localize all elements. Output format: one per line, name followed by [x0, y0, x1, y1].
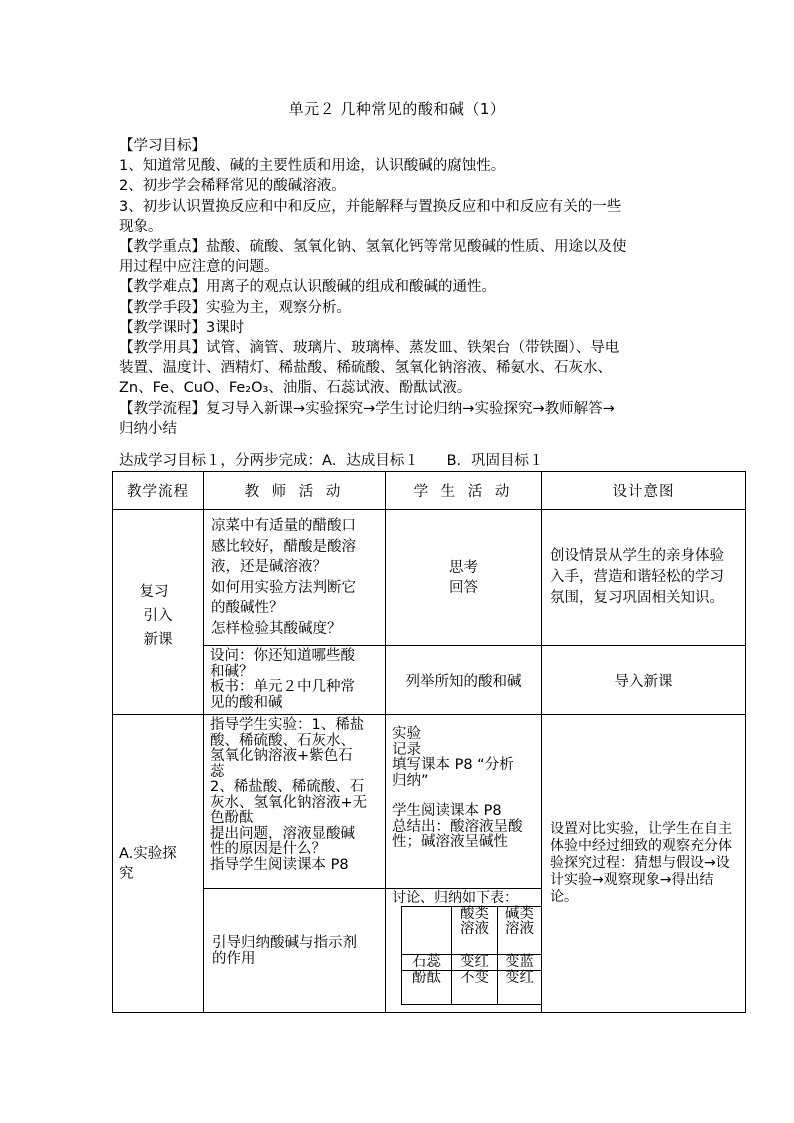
- indicator-header-empty: [402, 907, 452, 955]
- header-flow: 教学流程: [113, 472, 204, 510]
- key-points-line-1: 【教学重点】盐酸、硫酸、氢氧化钠、氢氧化钙等常见酸碱的性质、用途以及使: [119, 239, 627, 256]
- lesson-plan-table: [112, 471, 746, 1013]
- text-line: 性的原因是什么？: [210, 841, 326, 857]
- text-line: 指导学生实验：1、稀盐: [210, 717, 365, 733]
- indicator-name: 石蕊: [402, 955, 452, 971]
- indicator-base-result: 变蓝: [498, 955, 542, 971]
- text-line: 设问：你还知道哪些酸: [210, 648, 355, 664]
- text-line: 提出问题，溶液显酸碱: [210, 825, 355, 842]
- teaching-methods: 【教学手段】实验为主，观察分析。: [119, 299, 351, 316]
- teacher-activity: [204, 715, 386, 889]
- teaching-tools-line-2: 装置、温度计、酒精灯、稀盐酸、稀硫酸、氢氧化钠溶液、稀氨水、石灰水、: [119, 360, 612, 377]
- text-line: 记录: [392, 741, 421, 758]
- student-activity: [386, 510, 542, 646]
- flow-text: 复习: [139, 584, 169, 600]
- text-line: 色酚酞: [210, 810, 254, 826]
- teacher-activity: [204, 889, 386, 1013]
- text-line: 回答: [449, 579, 478, 596]
- page-title: 单元２ 几种常见的酸和碱（1）: [288, 100, 506, 118]
- text-line: 实验: [392, 726, 421, 742]
- text-line: 感比较好，醋酸是酸溶: [211, 538, 356, 555]
- teaching-flow-line-2: 归纳小结: [119, 420, 177, 437]
- flow-review-intro: [113, 510, 204, 715]
- indicator-header-row: [402, 907, 542, 955]
- discussion-heading: 讨论、归纳如下表：: [392, 890, 518, 906]
- table-row: [113, 715, 746, 889]
- header-student: 学 生 活 动: [386, 472, 542, 510]
- indicator-header-acid: 酸类溶液: [452, 907, 498, 955]
- text-line: 性；碱溶液呈碱性: [392, 834, 508, 850]
- teacher-activity: [204, 646, 386, 715]
- text-line: 氢氧化钠溶液+紫色石: [210, 748, 353, 764]
- text-line: 学生阅读课本 P8: [392, 803, 502, 819]
- flow-text: 究: [119, 865, 134, 882]
- text-line: 2、稀盐酸、稀硫酸、石: [210, 779, 365, 795]
- text-line: 板书：单元２中几种常: [210, 679, 355, 695]
- text-line: 见的酸和碱: [210, 694, 283, 711]
- indicator-row: [402, 955, 542, 971]
- indicator-acid-result: 不变: [452, 971, 498, 1005]
- text-line: 指导学生阅读课本 P8: [210, 856, 349, 873]
- table-row: [113, 646, 746, 715]
- indicator-acid-result: 变红: [452, 955, 498, 971]
- teaching-flow-line-1: 【教学流程】复习导入新课→实验探究→学生讨论归纳→实验探究→教师解答→: [119, 400, 615, 417]
- table-header-row: [113, 472, 746, 510]
- text-line: 思考: [449, 559, 478, 576]
- indicator-row: [402, 971, 542, 1005]
- text-line: 总结出：酸溶液呈酸: [392, 818, 523, 835]
- difficulties: 【教学难点】用离子的观点认识酸碱的组成和酸碱的通性。: [119, 279, 496, 296]
- student-discussion: [386, 889, 542, 1013]
- text-line: 蕊: [210, 763, 225, 780]
- header-teacher: 教 师 活 动: [204, 472, 386, 510]
- key-points-line-2: 用过程中应注意的问题。: [119, 259, 279, 276]
- goal-3-line-1: 3、初步认识置换反应和中和反应，并能解释与置换反应和中和反应有关的一些: [119, 198, 622, 215]
- flow-text: 引入: [143, 608, 173, 624]
- indicator-header-base: 碱类溶液: [498, 907, 542, 955]
- text-line: 引导归纳酸碱与指示剂: [212, 934, 357, 951]
- goal-2: 2、初步学会稀释常见的酸碱溶液。: [119, 178, 346, 195]
- goal-1: 1、知道常见酸、碱的主要性质和用途，认识酸碱的腐蚀性。: [119, 158, 506, 175]
- text-line: 如何用实验方法判断它: [211, 579, 356, 596]
- text-line: 的作用: [212, 950, 256, 967]
- text-line: 酸、稀硫酸、石灰水、: [210, 732, 355, 749]
- table-row: [113, 510, 746, 646]
- text-line: 的酸碱性？: [211, 600, 284, 616]
- student-activity: 列举所知的酸和碱: [386, 646, 542, 715]
- flow-experiment: [113, 715, 204, 1013]
- intro-section: [119, 136, 689, 439]
- flow-text: A.实验探: [119, 845, 177, 862]
- text-line: 归纳”: [392, 772, 429, 789]
- design-intent: 导入新课: [542, 646, 746, 715]
- teaching-tools-line-1: 【教学用具】试管、滴管、玻璃片、玻璃棒、蒸发皿、铁架台（带铁圈）、导电: [119, 340, 620, 357]
- text-line: 液，还是碱溶液？: [211, 559, 327, 575]
- teaching-tools-line-3: Zn、Fe、CuO、Fe₂O₃、油脂、石蕊试液、酚酞试液。: [119, 380, 472, 397]
- design-intent: 设置对比实验，让学生在自主体验中经过细致的观察充分体验探究过程：猜想与假设→设计实验→观察现象→得出结论。: [542, 715, 746, 1013]
- goal-3-line-2: 现象。: [119, 218, 163, 235]
- text-line: 凉菜中有适量的醋酸口: [211, 518, 356, 534]
- class-hours: 【教学课时】3课时: [119, 319, 245, 336]
- learning-goals-heading: 【学习目标】: [119, 138, 206, 154]
- goal-summary: 达成学习目标１，分两步完成：A．达成目标１ B．巩固目标１: [119, 453, 544, 469]
- indicator-name: 酚酞: [402, 971, 452, 1005]
- text-line: 怎样检验其酸碱度？: [211, 620, 342, 637]
- flow-text: 新课: [143, 632, 173, 648]
- teacher-activity: [204, 510, 386, 646]
- text-line: 和碱？: [210, 663, 254, 680]
- text-line: 灰水、氢氧化钠溶液+无: [210, 794, 368, 811]
- design-intent: 创设情景从学生的亲身体验入手，营造和谐轻松的学习氛围，复习巩固相关知识。: [542, 510, 746, 646]
- indicator-table: [401, 906, 542, 1005]
- header-intent: 设计意图: [542, 472, 746, 510]
- text-line: [392, 789, 535, 804]
- student-activity: [386, 715, 542, 889]
- text-line: 填写课本 P8 “分析: [392, 757, 514, 773]
- indicator-base-result: 变红: [498, 971, 542, 1005]
